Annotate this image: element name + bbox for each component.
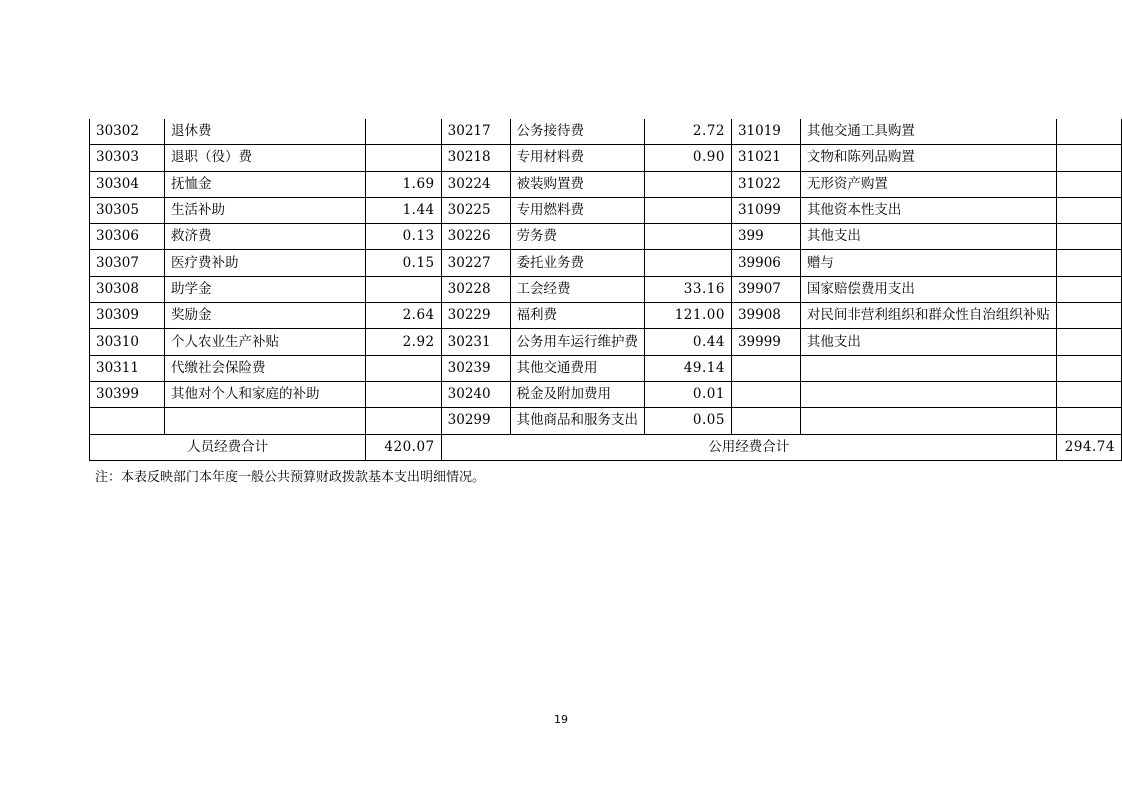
item-amount: 0.15 [366, 250, 441, 276]
item-code: 30299 [441, 408, 510, 434]
item-name: 福利费 [510, 303, 645, 329]
item-name [800, 381, 1056, 407]
item-code: 30227 [441, 250, 510, 276]
item-name: 专用材料费 [510, 145, 645, 171]
item-name: 个人农业生产补贴 [165, 329, 366, 355]
item-code: 31021 [731, 145, 800, 171]
item-name [165, 408, 366, 434]
item-name: 被装购置费 [510, 171, 645, 197]
item-amount: 0.44 [645, 329, 732, 355]
item-amount [366, 145, 441, 171]
item-name: 其他商品和服务支出 [510, 408, 645, 434]
table-row [90, 171, 1122, 197]
item-code: 30226 [441, 224, 510, 250]
item-code [731, 355, 800, 381]
item-amount [1056, 381, 1121, 407]
item-code: 30308 [90, 276, 165, 302]
item-code: 39906 [731, 250, 800, 276]
table-body [90, 119, 1122, 434]
table-note: 注：本表反映部门本年度一般公共预算财政拨款基本支出明细情况。 [95, 470, 486, 485]
personnel-total-label: 人员经费合计 [90, 434, 366, 460]
item-amount [1056, 224, 1121, 250]
item-name: 其他对个人和家庭的补助 [165, 381, 366, 407]
item-amount [366, 276, 441, 302]
table-row [90, 303, 1122, 329]
item-code: 30305 [90, 197, 165, 223]
item-name: 文物和陈列品购置 [800, 145, 1056, 171]
item-amount [366, 355, 441, 381]
item-amount [1056, 408, 1121, 434]
item-code: 30217 [441, 119, 510, 145]
item-amount [366, 381, 441, 407]
item-code: 30240 [441, 381, 510, 407]
item-name: 无形资产购置 [800, 171, 1056, 197]
public-total-value: 294.74 [1056, 434, 1121, 460]
item-code: 30399 [90, 381, 165, 407]
item-code [90, 408, 165, 434]
item-name: 医疗费补助 [165, 250, 366, 276]
item-name: 退职（役）费 [165, 145, 366, 171]
item-code: 399 [731, 224, 800, 250]
expenditure-detail-table [89, 119, 1122, 461]
item-name: 其他资本性支出 [800, 197, 1056, 223]
item-code: 30229 [441, 303, 510, 329]
item-name: 专用燃料费 [510, 197, 645, 223]
item-code: 30225 [441, 197, 510, 223]
personnel-total-value: 420.07 [366, 434, 441, 460]
item-name: 助学金 [165, 276, 366, 302]
item-amount: 2.72 [645, 119, 732, 145]
item-amount [1056, 119, 1121, 145]
table-row [90, 381, 1122, 407]
table-row [90, 329, 1122, 355]
item-amount: 121.00 [645, 303, 732, 329]
item-amount: 49.14 [645, 355, 732, 381]
item-name: 公务接待费 [510, 119, 645, 145]
item-code: 30224 [441, 171, 510, 197]
item-name: 其他支出 [800, 224, 1056, 250]
item-code: 30311 [90, 355, 165, 381]
item-code: 31022 [731, 171, 800, 197]
item-amount [1056, 197, 1121, 223]
item-code: 30306 [90, 224, 165, 250]
item-amount: 2.64 [366, 303, 441, 329]
totals-row [90, 434, 1122, 460]
item-name: 对民间非营利组织和群众性自治组织补贴 [800, 303, 1056, 329]
item-code: 30231 [441, 329, 510, 355]
item-amount: 1.44 [366, 197, 441, 223]
item-name: 其他交通工具购置 [800, 119, 1056, 145]
item-amount: 33.16 [645, 276, 732, 302]
item-name [800, 408, 1056, 434]
item-name: 奖励金 [165, 303, 366, 329]
item-amount [1056, 303, 1121, 329]
table-row [90, 119, 1122, 145]
item-amount [366, 119, 441, 145]
item-name: 委托业务费 [510, 250, 645, 276]
item-code: 30310 [90, 329, 165, 355]
item-code [731, 408, 800, 434]
item-amount: 2.92 [366, 329, 441, 355]
item-name: 退休费 [165, 119, 366, 145]
item-amount [645, 171, 732, 197]
item-code: 31099 [731, 197, 800, 223]
item-amount [1056, 329, 1121, 355]
item-name: 工会经费 [510, 276, 645, 302]
item-amount: 0.01 [645, 381, 732, 407]
item-amount: 0.90 [645, 145, 732, 171]
item-name: 抚恤金 [165, 171, 366, 197]
item-amount: 0.05 [645, 408, 732, 434]
item-code: 30239 [441, 355, 510, 381]
item-amount [645, 224, 732, 250]
item-name: 国家赔偿费用支出 [800, 276, 1056, 302]
item-code: 39999 [731, 329, 800, 355]
page-number: 19 [554, 713, 568, 726]
table-row [90, 355, 1122, 381]
item-name: 赠与 [800, 250, 1056, 276]
item-code: 30309 [90, 303, 165, 329]
item-code: 30228 [441, 276, 510, 302]
item-code: 31019 [731, 119, 800, 145]
item-name: 公务用车运行维护费 [510, 329, 645, 355]
item-name: 生活补助 [165, 197, 366, 223]
item-amount: 0.13 [366, 224, 441, 250]
item-amount: 1.69 [366, 171, 441, 197]
item-name: 劳务费 [510, 224, 645, 250]
item-code: 30218 [441, 145, 510, 171]
item-code: 30304 [90, 171, 165, 197]
item-amount [1056, 250, 1121, 276]
item-amount [366, 408, 441, 434]
table-row [90, 145, 1122, 171]
table-row [90, 408, 1122, 434]
table-row [90, 276, 1122, 302]
item-code: 39908 [731, 303, 800, 329]
item-name: 其他交通费用 [510, 355, 645, 381]
item-code [731, 381, 800, 407]
item-amount [1056, 276, 1121, 302]
table-row [90, 224, 1122, 250]
public-total-label: 公用经费合计 [441, 434, 1056, 460]
table-row [90, 250, 1122, 276]
table-row [90, 197, 1122, 223]
item-name: 税金及附加费用 [510, 381, 645, 407]
item-name: 其他支出 [800, 329, 1056, 355]
item-code: 39907 [731, 276, 800, 302]
item-code: 30303 [90, 145, 165, 171]
item-amount [1056, 355, 1121, 381]
item-name [800, 355, 1056, 381]
item-code: 30307 [90, 250, 165, 276]
item-amount [645, 250, 732, 276]
item-code: 30302 [90, 119, 165, 145]
item-name: 代缴社会保险费 [165, 355, 366, 381]
item-name: 救济费 [165, 224, 366, 250]
item-amount [645, 197, 732, 223]
item-amount [1056, 171, 1121, 197]
item-amount [1056, 145, 1121, 171]
